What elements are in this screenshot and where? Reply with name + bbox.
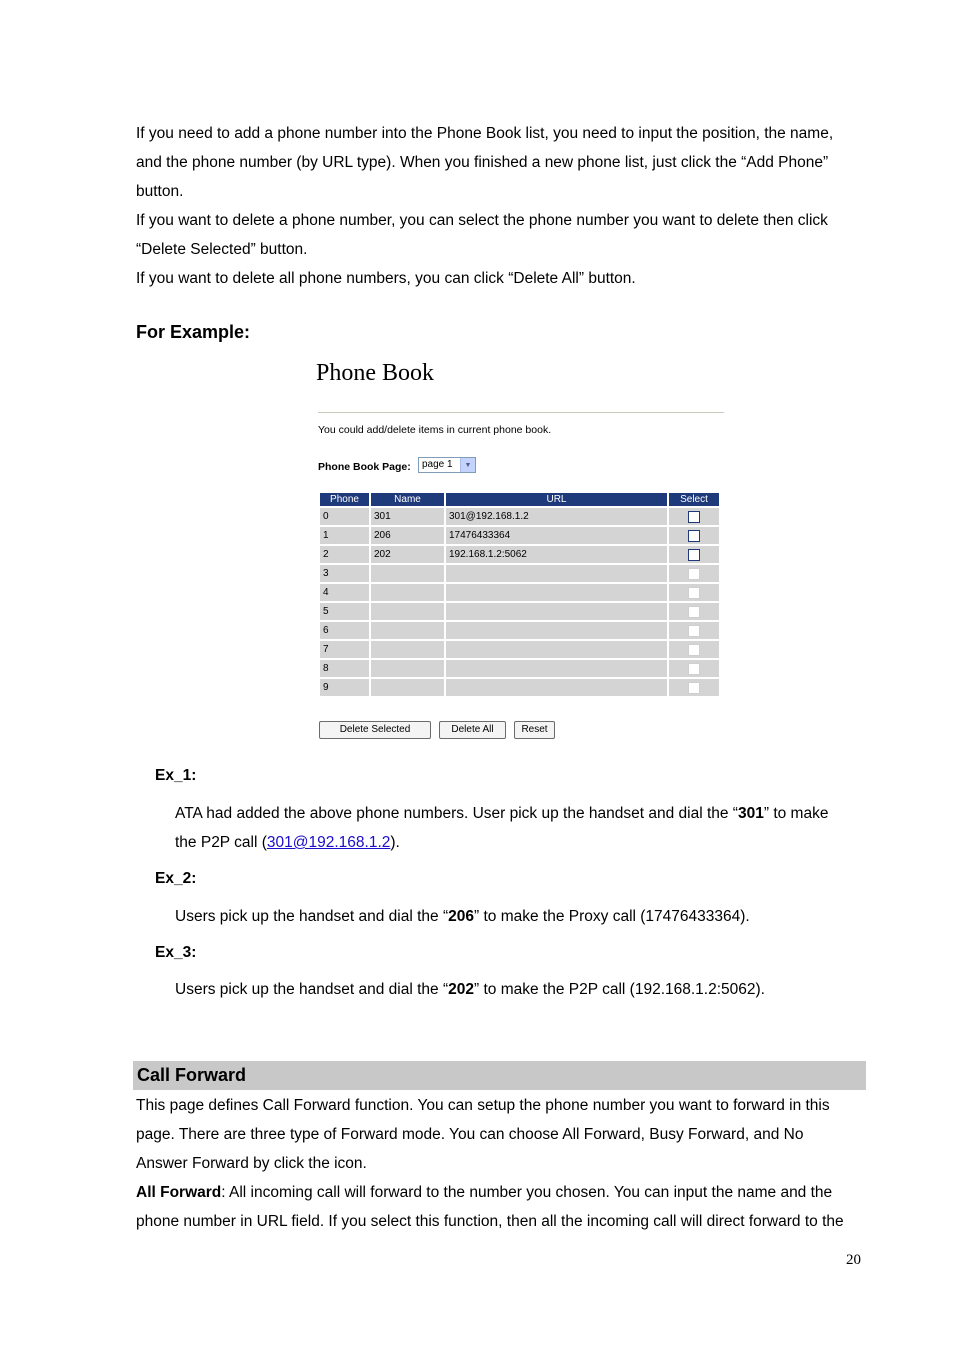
title-divider <box>318 412 724 413</box>
ex1-line2-pre: the P2P call ( <box>175 834 267 851</box>
table-row <box>320 679 719 696</box>
select-checkbox <box>688 587 700 599</box>
cf-line-2: page. There are three type of Forward mode. You can choose All Forward, Busy Forward, and No <box>136 1126 804 1143</box>
select-checkbox <box>688 644 700 656</box>
reset-button[interactable]: Reset <box>514 721 555 739</box>
select-cell <box>669 584 719 601</box>
select-checkbox[interactable] <box>688 511 700 523</box>
select-checkbox[interactable] <box>688 549 700 561</box>
header-phone: Phone <box>320 493 369 506</box>
phone-book-description: You could add/delete items in current phone book. <box>318 424 552 436</box>
phone-cell: 1 <box>320 527 369 544</box>
phone-cell: 0 <box>320 508 369 525</box>
ex3-pre: Users pick up the handset and dial the “ <box>175 981 449 998</box>
table-row <box>320 622 719 639</box>
header-select: Select <box>669 493 719 506</box>
phone-book-title: Phone Book <box>316 360 435 386</box>
select-checkbox <box>688 682 700 694</box>
select-checkbox <box>688 606 700 618</box>
phone-cell: 2 <box>320 546 369 563</box>
name-cell <box>371 565 444 582</box>
phone-cell: 9 <box>320 679 369 696</box>
ex1-link[interactable]: 301@192.168.1.2 <box>266 834 391 851</box>
phone-book-table <box>318 491 721 698</box>
intro-line-3: button. <box>136 183 184 200</box>
name-cell <box>371 679 444 696</box>
intro-line-4: If you want to delete a phone number, you can select the phone number you want to delete then click <box>136 212 828 229</box>
ex1-label: Ex_1: <box>155 767 197 784</box>
select-checkbox <box>688 568 700 580</box>
phone-cell: 6 <box>320 622 369 639</box>
ex1-post: ” to make <box>763 805 829 822</box>
cf-line-1: This page defines Call Forward function. You can setup the phone number you want to forward in this <box>136 1097 830 1114</box>
url-cell <box>446 603 667 620</box>
name-cell: 206 <box>371 527 444 544</box>
ex1-pre: ATA had added the above phone numbers. User pick up the handset and dial the “ <box>175 805 738 822</box>
name-cell <box>371 622 444 639</box>
table-row <box>320 660 719 677</box>
select-cell <box>669 622 719 639</box>
intro-line-5: “Delete Selected” button. <box>136 241 308 258</box>
url-cell: 301@192.168.1.2 <box>446 508 667 525</box>
chevron-down-icon[interactable]: ▼ <box>460 458 475 472</box>
intro-line-2: and the phone number (by URL type). When you finished a new phone list, just click the “Add Phone” <box>136 154 829 171</box>
url-cell <box>446 565 667 582</box>
cf-line-5: phone number in URL field. If you select this function, then all the incoming call will direct forward to the <box>136 1213 844 1230</box>
ex2-pre: Users pick up the handset and dial the “ <box>175 908 449 925</box>
phone-cell: 3 <box>320 565 369 582</box>
table-row <box>320 584 719 601</box>
table-row <box>320 641 719 658</box>
table-row <box>320 527 719 544</box>
ex2-post: ” to make the Proxy call (17476433364). <box>474 908 750 925</box>
phone-cell: 5 <box>320 603 369 620</box>
call-forward-heading: Call Forward <box>137 1065 247 1085</box>
ex2-label: Ex_2: <box>155 870 197 887</box>
page-number: 20 <box>846 1252 861 1268</box>
intro-paragraph <box>136 119 866 293</box>
url-cell <box>446 660 667 677</box>
ex3-post: ” to make the P2P call (192.168.1.2:5062). <box>474 981 765 998</box>
ex2-number: 206 <box>448 908 475 925</box>
call-forward-paragraph <box>136 1091 866 1236</box>
phone-cell: 7 <box>320 641 369 658</box>
cf-all-forward-term: All Forward <box>136 1184 222 1201</box>
ex1-line2-post: ). <box>390 834 400 851</box>
intro-line-1: If you need to add a phone number into the Phone Book list, you need to input the position, the name, <box>136 125 834 142</box>
name-cell <box>371 660 444 677</box>
table-header-row <box>320 493 719 506</box>
select-cell <box>669 679 719 696</box>
name-cell: 202 <box>371 546 444 563</box>
table-body <box>320 508 719 696</box>
cf-line-4: : All incoming call will forward to the number you chosen. You can input the name and the <box>221 1184 833 1201</box>
table-row <box>320 508 719 525</box>
name-cell <box>371 584 444 601</box>
phone-cell: 4 <box>320 584 369 601</box>
header-url: URL <box>446 493 667 506</box>
ex1-number: 301 <box>737 805 764 822</box>
select-checkbox[interactable] <box>688 530 700 542</box>
ex3-label: Ex_3: <box>155 944 197 961</box>
table-row <box>320 546 719 563</box>
select-cell <box>669 641 719 658</box>
url-cell <box>446 622 667 639</box>
table-row <box>320 603 719 620</box>
url-cell <box>446 679 667 696</box>
example-heading: For Example: <box>136 322 251 342</box>
url-cell: 192.168.1.2:5062 <box>446 546 667 563</box>
name-cell: 301 <box>371 508 444 525</box>
cf-line-3: Answer Forward by click the icon. <box>136 1155 367 1172</box>
select-cell <box>669 660 719 677</box>
page-select-value: page 1 <box>422 459 453 470</box>
intro-line-6: If you want to delete all phone numbers, you can click “Delete All” button. <box>136 270 636 287</box>
select-cell <box>669 603 719 620</box>
delete-all-button[interactable]: Delete All <box>439 721 506 739</box>
ex3-number: 202 <box>448 981 475 998</box>
table-row <box>320 565 719 582</box>
select-checkbox <box>688 663 700 675</box>
name-cell <box>371 603 444 620</box>
url-cell <box>446 584 667 601</box>
phone-book-page-select[interactable] <box>418 457 476 473</box>
url-cell: 17476433364 <box>446 527 667 544</box>
phone-cell: 8 <box>320 660 369 677</box>
select-cell <box>669 527 719 544</box>
name-cell <box>371 641 444 658</box>
select-cell <box>669 508 719 525</box>
delete-selected-button[interactable]: Delete Selected <box>319 721 431 739</box>
ex3-text <box>175 975 865 1004</box>
call-forward-section-header <box>133 1061 866 1090</box>
ex1-text <box>175 799 865 857</box>
select-checkbox <box>688 625 700 637</box>
select-cell <box>669 565 719 582</box>
header-name: Name <box>371 493 444 506</box>
ex2-text <box>175 902 865 931</box>
phone-book-page-label: Phone Book Page: <box>318 461 411 473</box>
select-cell <box>669 546 719 563</box>
url-cell <box>446 641 667 658</box>
